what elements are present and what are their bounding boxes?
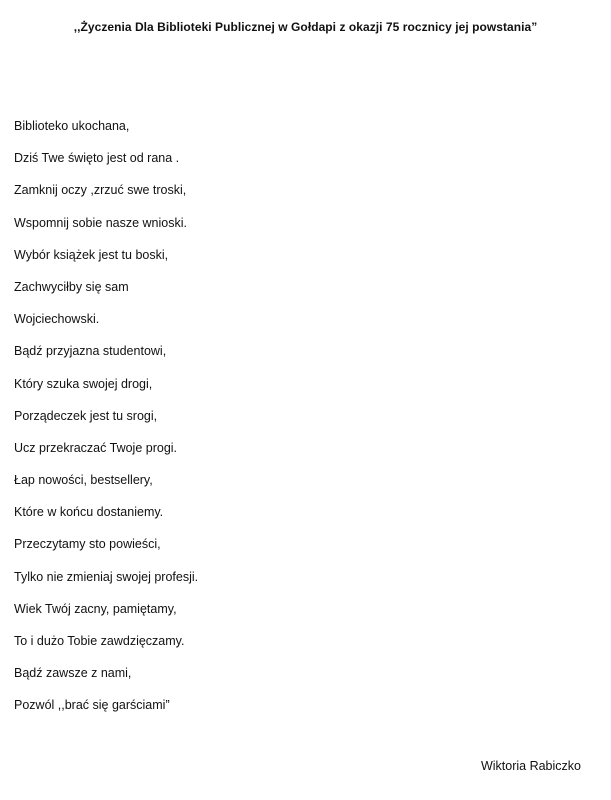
poem-line: To i dużo Tobie zawdzięczamy. xyxy=(14,634,185,648)
poem-line: Wojciechowski. xyxy=(14,312,100,327)
poem-line: Przeczytamy sto powieści, xyxy=(14,537,161,552)
poem-line: Wybór książek jest tu boski, xyxy=(14,247,169,262)
poem-line: Biblioteko ukochana, xyxy=(14,119,130,133)
poem-line: Tylko nie zmieniaj swojej profesji. xyxy=(14,569,199,584)
poem-line: Wiek Twój zacny, pamiętamy, xyxy=(14,601,177,616)
poem-line: Pozwól ,,brać się garściami” xyxy=(14,698,170,713)
poem-line: Porządeczek jest tu srogi, xyxy=(14,408,158,423)
author-signature: Wiktoria Rabiczko xyxy=(480,759,581,773)
poem-line: Dziś Twe święto jest od rana . xyxy=(14,151,180,166)
poem xyxy=(14,118,198,730)
poem-line: Bądź zawsze z nami, xyxy=(14,666,132,681)
poem-line: Który szuka swojej drogi, xyxy=(14,376,153,391)
poem-line: Ucz przekraczać Twoje progi. xyxy=(14,440,178,455)
poem-line: Zachwyciłby się sam xyxy=(14,279,129,294)
poem-line: Zamknij oczy ,zrzuć swe troski, xyxy=(14,183,187,198)
poem-line: Wspomnij sobie nasze wnioski. xyxy=(14,215,187,230)
poem-line: Łap nowości, bestsellery, xyxy=(14,473,153,488)
poem-line: Które w końcu dostaniemy. xyxy=(14,505,164,520)
document-title: ,,Życzenia Dla Biblioteki Publicznej w Gołdapi z okazji 75 rocznicy jej powstania” xyxy=(73,20,538,34)
poem-line: Bądź przyjazna studentowi, xyxy=(14,344,167,359)
